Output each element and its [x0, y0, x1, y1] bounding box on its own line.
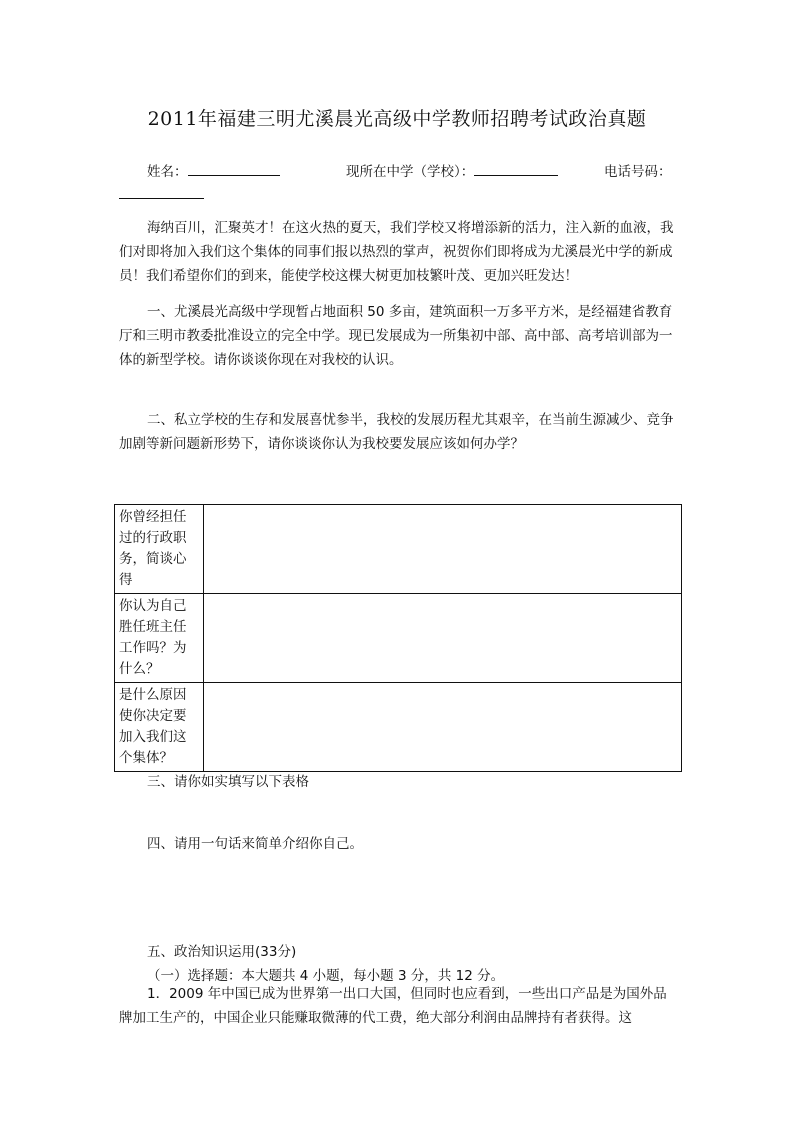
table-question-cell: 是什么原因使你决定要加入我们这个集体？	[115, 683, 204, 772]
phone-field	[604, 160, 672, 180]
phone-blank-line	[119, 184, 204, 203]
table-question-cell: 你认为自己胜任班主任工作吗？为什么？	[115, 594, 204, 683]
school-label: 现所在中学（学校）：	[346, 164, 475, 180]
question-3: 三、请你如实填写以下表格	[147, 774, 309, 790]
question-1: 一、尤溪晨光高级中学现暂占地面积 50 多亩，建筑面积一万多平方米，是经福建省教育厅和三明市教委批准设立的完全中学。现已发展成为一所集初中部、高中部、高考培训部为一体的新型学校。请你谈谈你现在对我校的认识。	[119, 304, 673, 368]
question-5: 五、政治知识运用(33分)	[147, 944, 297, 960]
table-answer-cell[interactable]	[204, 594, 682, 683]
name-label: 姓名：	[147, 164, 188, 180]
phone-label: 电话号码：	[604, 164, 672, 180]
info-table	[114, 504, 682, 772]
table-row	[115, 505, 682, 594]
name-field	[147, 160, 280, 180]
page-title: 2011年福建三明尤溪晨光高级中学教师招聘考试政治真题	[147, 108, 647, 130]
question-5-subheading: （一）选择题：本大题共 4 小题，每小题 3 分，共 12 分。	[147, 968, 505, 984]
phone-blank	[119, 184, 204, 199]
name-blank	[188, 161, 280, 176]
question-4: 四、请用一句话来简单介绍你自己。	[147, 836, 363, 852]
table-question-cell: 你曾经担任过的行政职务，简谈心得	[115, 505, 204, 594]
question-5-item-1: 1．2009 年中国已成为世界第一出口大国，但同时也应看到，一些出口产品是为国外品牌加工生产的，中国企业只能赚取微薄的代工费，绝大部分利润由品牌持有者获得。这	[119, 986, 667, 1026]
school-blank	[474, 161, 558, 176]
table-row	[115, 683, 682, 772]
intro-paragraph: 海纳百川，汇聚英才！在这火热的夏天，我们学校又将增添新的活力，注入新的血液，我们对即将加入我们这个集体的同事们报以热烈的掌声，祝贺你们即将成为尤溪晨光中学的新成员！我们希望你们的到来，能使学校这棵大树更加枝繁叶茂、更加兴旺发达！	[119, 220, 674, 284]
table-answer-cell[interactable]	[204, 505, 682, 594]
table-row	[115, 594, 682, 683]
school-field	[346, 160, 558, 180]
question-2: 二、私立学校的生存和发展喜忧参半，我校的发展历程尤其艰辛，在当前生源减少、竞争加剧等新问题新形势下，请你谈谈你认为我校要发展应该如何办学？	[119, 412, 674, 452]
table-answer-cell[interactable]	[204, 683, 682, 772]
